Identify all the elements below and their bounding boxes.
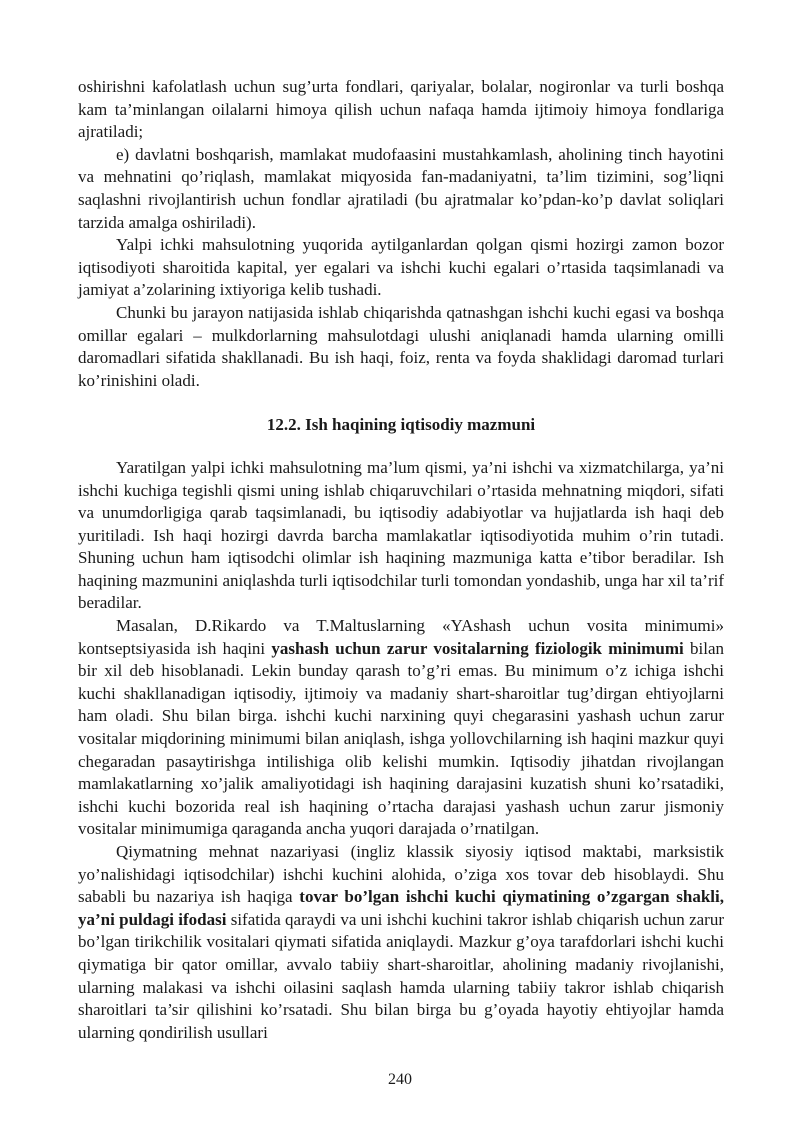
paragraph	[78, 615, 724, 841]
paragraph	[78, 234, 724, 302]
page-number: 240	[388, 1071, 412, 1088]
document-page	[78, 76, 724, 1044]
paragraph	[78, 841, 724, 1044]
paragraph-text: e) davlatni boshqarish, mamlakat mudofaasini mustahkamlash, aholining tinch hayotini va mehnatini qo’riqlash, mamlakat miqyosida fan-madaniyatni, ta’lim tizimini, sog’liqni saqlashni rivojlantirish uchun fondlar ajratiladi (bu ajratmalar ko’pdan-ko’p davlat soliqlari tarzida amalga oshiriladi).	[78, 144, 724, 232]
paragraph-text: Yaratilgan yalpi ichki mahsulotning ma’lum qismi, ya’ni ishchi va xizmatchilarga, ya’ni ishchi kuchiga tegishli qismi uning ishlab chiqaruvchilari o’rtasida mehnatning miqdori, sifati va unumdorligiga qarab taqsimlanadi, bu iqtisodiy adabiyotlar va hujjatlarda ish haqi deb yuritiladi. Ish haqi hozirgi davrda barcha mamlakatlar iqtisodiyotida muhim o’rin tutadi. Shuning uchun ham iqtisodchi olimlar ish haqining mazmuniga katta e’tibor beradilar. Ish haqining mazmunini aniqlashda turli iqtisodchilar turli tomondan yondashib, unga har xil ta’rif beradilar.	[78, 457, 724, 613]
bold-text: tovar bo’lgan ishchi kuchi qiymatining o’zgargan shakli, ya’ni puldagi ifodasi	[78, 887, 724, 929]
bold-text: yashash uchun zarur vositalarning fiziologik minimumi	[271, 638, 684, 658]
body-text-bottom	[78, 457, 724, 1044]
paragraph-text: Masalan, D.Rikardo va T.Maltuslarning «YAshash uchun vosita minimumi» kontseptsiyasida ish haqini	[78, 616, 724, 658]
paragraph-text: oshirishni kafolatlash uchun sug’urta fondlari, qariyalar, bolalar, nogironlar va turli boshqa kam ta’minlangan oilalarni himoya qilish uchun nafaqa hamda ijtimoiy himoya fondlariga ajratiladi;	[78, 77, 724, 142]
paragraph-text: Yalpi ichki mahsulotning yuqorida aytilganlardan qolgan qismi hozirgi zamon bozor iqtisodiyoti sharoitida kapital, yer egalari va ishchi kuchi egalari o’rtasida taqsimlanadi va jamiyat a’zolarining ixtiyoriga kelib tushadi.	[78, 235, 724, 300]
paragraph-text: bilan bir xil deb hisoblanadi. Lekin bunday qarash to’g’ri emas. Bu minimum o’z ichiga ishchi kuchi shakllanadigan iqtisodiy, ijtimoiy va madaniy shart-sharoitlar tug’dirgan ehtiyojlarni ham oladi. Shu bilan birga. ishchi kuchi narxining quyi chegarasini yashash uchun zarur vositalar miqdorining minimumi bilan aniqlash, ishga yollovchilarning ish haqini mazkur quyi chegaradan pasaytirishga intilishiga olib kelishi mumkin. Iqtisodiy jihatdan rivojlangan mamlakatlarning xo’jalik amaliyotidagi ish haqining darajasini kuzatish shuni ko’rsatadiki, ishchi kuchi bozorida real ish haqining o’rtacha darajasi yashash uchun zarur jismoniy vositalar minimumiga qaraganda ancha yuqori darajada o’rnatilgan.	[78, 638, 724, 839]
paragraph-text: Qiymatning mehnat nazariyasi (ingliz klassik siyosiy iqtisod maktabi, marksistik yo’nalishidagi iqtisodchilar) ishchi kuchini alohida, o’ziga xos tovar deb hisoblaydi. Shu sababli bu nazariya ish haqiga	[78, 842, 724, 907]
paragraph-text: sifatida qaraydi va uni ishchi kuchini takror ishlab chiqarish uchun zarur bo’lgan tirikchilik vositalari qiymati sifatida aniqlaydi. Mazkur g’oya tarafdorlari ishchi kuchi qiymatiga bir qator omillar, avvalo tabiiy shart-sharoitlar, aholining madaniy rivojlanishi, ularning malakasi va ishchi oilasini saqlash hamda ularning tabiiy takror ishlab chiqarish sharoitlari ta’sir qilishini ko’rsatadi. Shu bilan birga bu g’oyada hayotiy ehtiyojlar hamda ularning qondirilish usullari	[78, 909, 724, 1042]
paragraph	[78, 457, 724, 615]
section-heading: 12.2. Ish haqining iqtisodiy mazmuni	[266, 415, 536, 435]
body-text-top	[78, 76, 724, 392]
paragraph	[78, 76, 724, 144]
paragraph-text: Chunki bu jarayon natijasida ishlab chiqarishda qatnashgan ishchi kuchi egasi va boshqa omillar egalari – mulkdorlarning mahsulotdagi ulushi aniqlanadi hamda ularning omilli daromadlari sifatida shakllanadi. Bu ish haqi, foiz, renta va foyda shaklidagi daromad turlari ko’rinishini oladi.	[78, 302, 724, 390]
paragraph	[78, 302, 724, 392]
paragraph	[78, 144, 724, 234]
